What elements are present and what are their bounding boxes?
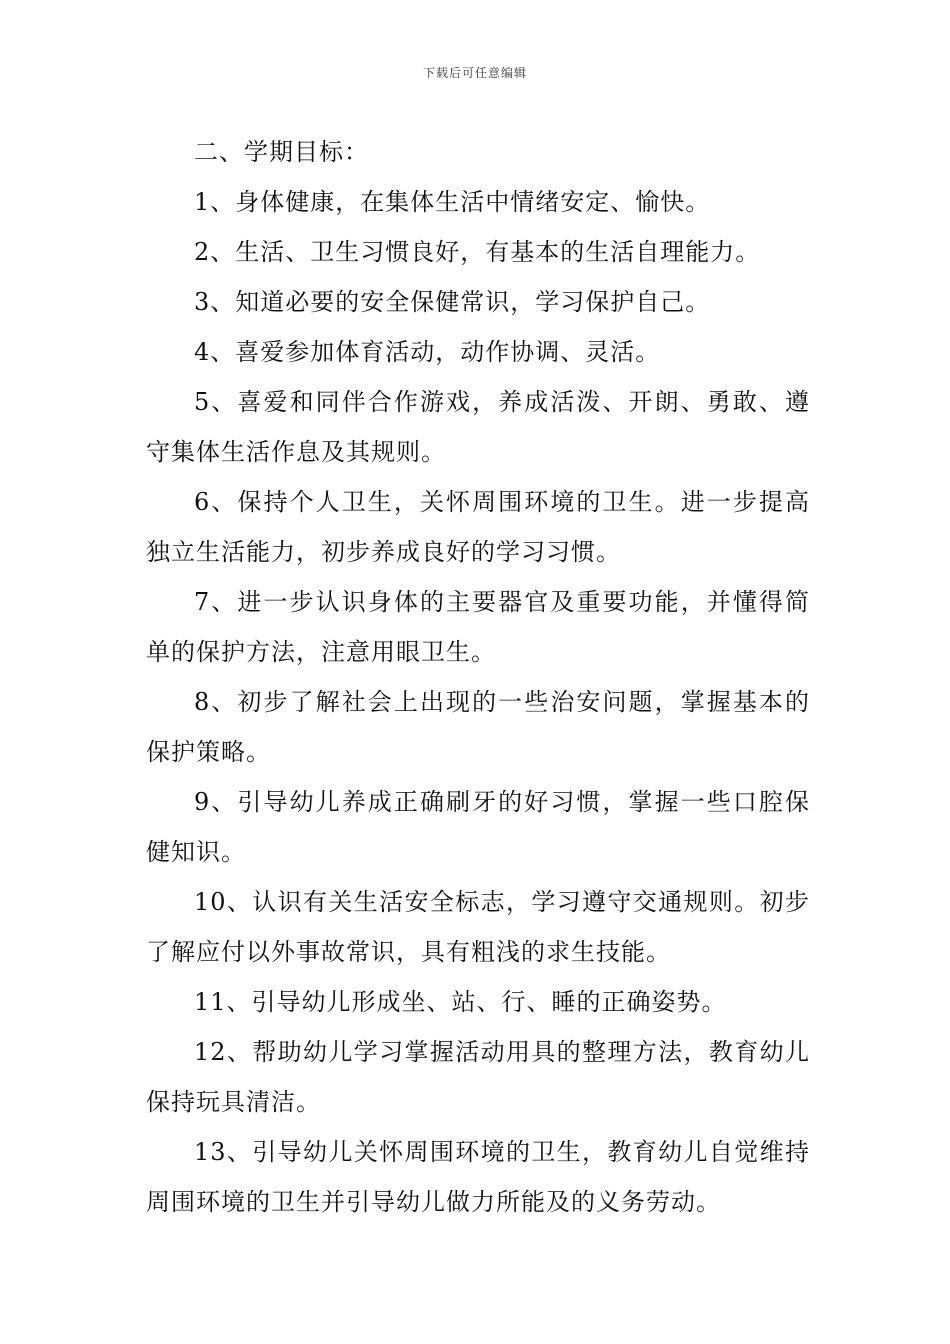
goal-item-2: 2、生活、卫生习惯良好，有基本的生活自理能力。 (194, 238, 761, 266)
goal-item-12: 12、帮助幼儿学习掌握活动用具的整理方法，教育幼儿保持玩具清洁。 (146, 1038, 810, 1116)
document-body (146, 127, 810, 1227)
header-note: 下载后可任意编辑 (422, 66, 527, 80)
section-heading: 二、学期目标： (194, 138, 369, 166)
goal-item-11: 11、引导幼儿形成坐、站、行、睡的正确姿势。 (194, 988, 727, 1016)
goal-item-7: 7、进一步认识身体的主要器官及重要功能，并懂得简单的保护方法，注意用眼卫生。 (146, 588, 810, 666)
goal-item-3: 3、知道必要的安全保健常识，学习保护自己。 (194, 288, 711, 316)
goal-item-4: 4、喜爱参加体育活动，动作协调、灵活。 (194, 338, 661, 366)
goal-item-13: 13、引导幼儿关怀周围环境的卫生，教育幼儿自觉维持周围环境的卫生并引导幼儿做力所能及的义务劳动。 (146, 1138, 810, 1216)
goal-item-8: 8、初步了解社会上出现的一些治安问题，掌握基本的保护策略。 (146, 688, 810, 766)
goal-item-6: 6、保持个人卫生，关怀周围环境的卫生。进一步提高独立生活能力，初步养成良好的学习习惯。 (146, 488, 810, 566)
goal-item-9: 9、引导幼儿养成正确刷牙的好习惯，掌握一些口腔保健知识。 (146, 788, 810, 866)
goal-item-5: 5、喜爱和同伴合作游戏，养成活泼、开朗、勇敢、遵守集体生活作息及其规则。 (146, 388, 810, 466)
goal-item-1: 1、身体健康，在集体生活中情绪安定、愉快。 (194, 188, 711, 216)
goal-item-10: 10、认识有关生活安全标志，学习遵守交通规则。初步了解应付以外事故常识，具有粗浅的求生技能。 (146, 888, 810, 966)
